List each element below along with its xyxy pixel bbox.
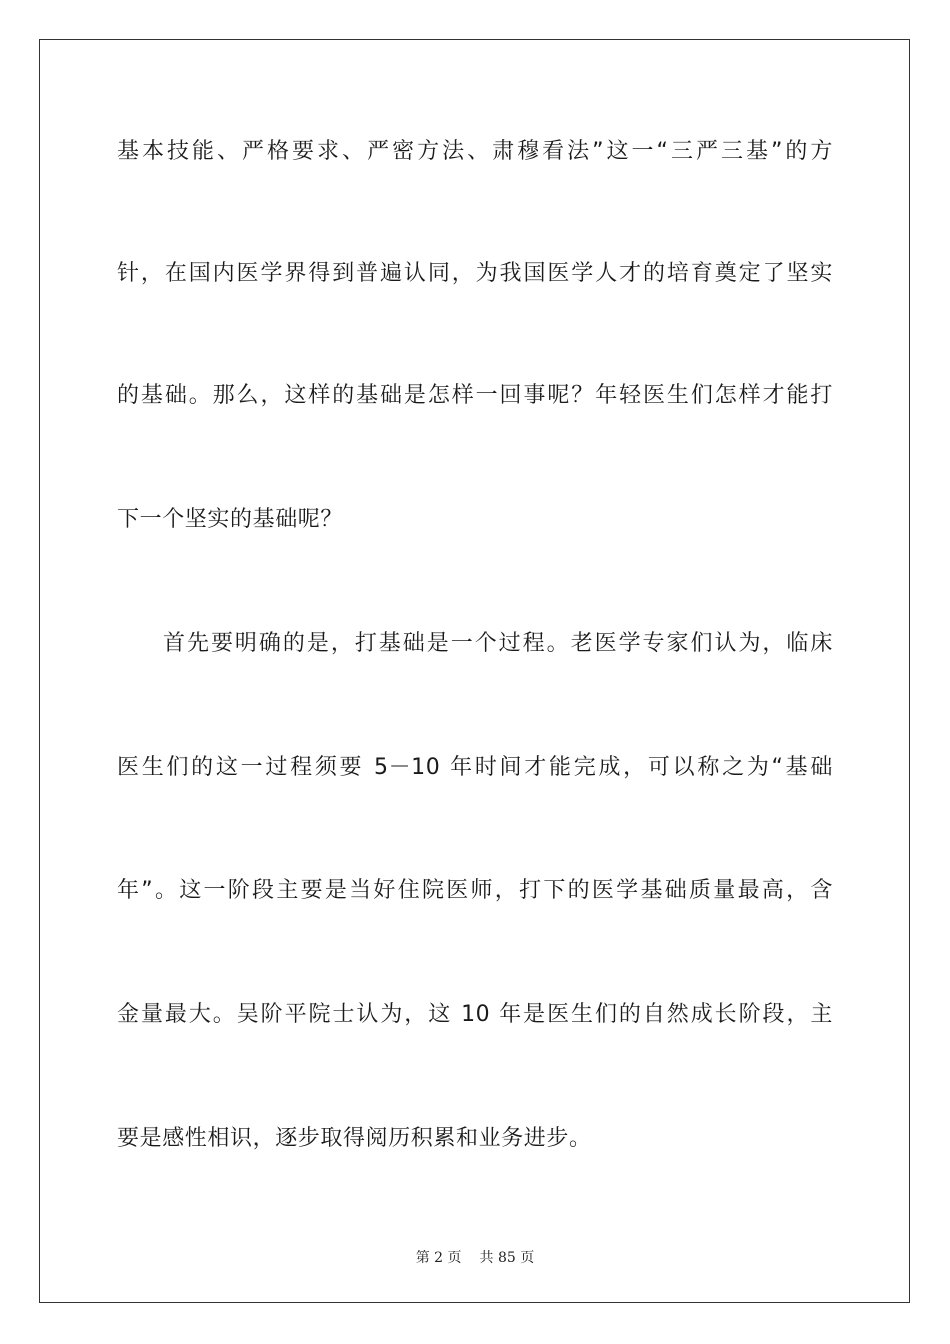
text-line-8: 金量最大。吴阶平院士认为，这 10 年是医生们的自然成长阶段，主 xyxy=(117,1002,833,1027)
text-line-7: 年”。这一阶段主要是当好住院医师，打下的医学基础质量最高，含 xyxy=(117,878,833,903)
page-border xyxy=(39,39,910,1303)
text-line-9: 要是感性相识，逐步取得阅历积累和业务进步。 xyxy=(117,1126,592,1151)
text-line-3: 的基础。那么，这样的基础是怎样一回事呢？年轻医生们怎样才能打 xyxy=(117,383,833,408)
text-line-4: 下一个坚实的基础呢？ xyxy=(117,507,344,532)
text-line-1: 基本技能、严格要求、严密方法、肃穆看法”这一“三严三基”的方 xyxy=(117,139,833,164)
text-line-6: 医生们的这一过程须要 5－10 年时间才能完成，可以称之为“基础 xyxy=(117,755,833,780)
page-footer xyxy=(0,1247,950,1267)
page-number: 第 2 页 xyxy=(415,1250,462,1266)
text-line-2: 针，在国内医学界得到普遍认同，为我国医学人才的培育奠定了坚实 xyxy=(117,261,833,286)
text-line-5-paragraph-start: 首先要明确的是，打基础是一个过程。老医学专家们认为，临床 xyxy=(163,631,833,656)
page-total: 共 85 页 xyxy=(479,1250,535,1266)
